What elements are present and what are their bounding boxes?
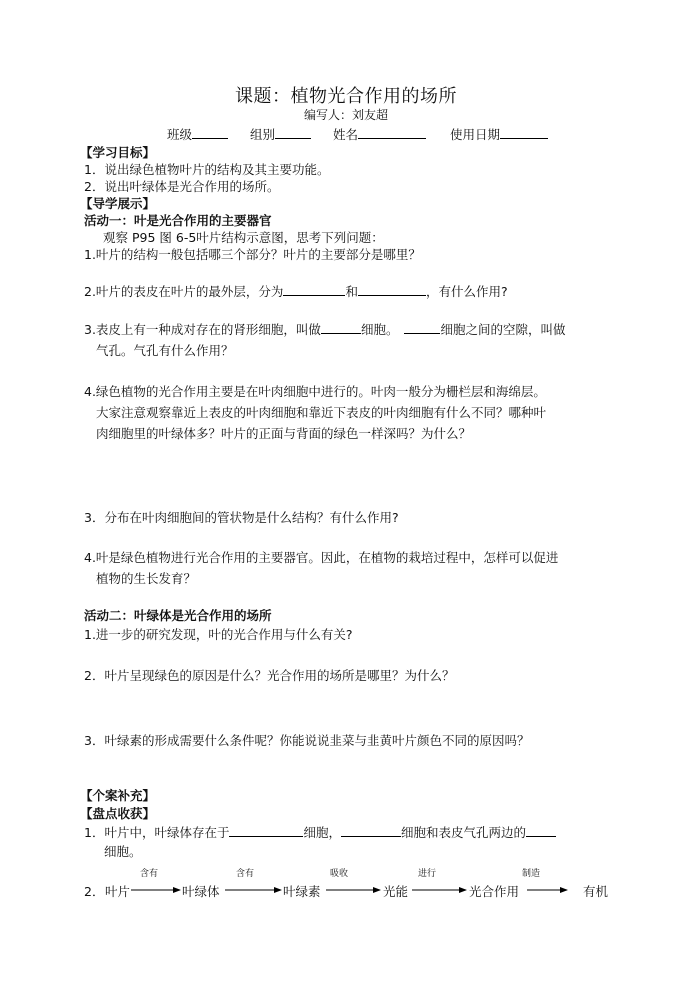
arrow-label: 吸收 [330, 869, 349, 879]
question: 2．叶片呈现绿色的原因是什么？光合作用的场所是哪里？为什么？ [84, 668, 455, 683]
activity1-intro: 观察 P95 图 6-5叶片结构示意图，思考下列问题： [103, 230, 384, 245]
guide-header: 【导学展示】 [80, 196, 156, 211]
question: 4.绿色植物的光合作用主要是在叶肉细胞中进行的。叶肉一般分为栅栏层和海绵层。 [84, 384, 546, 399]
supplement-header: 【个案补充】 [80, 788, 156, 803]
author-line: 编写人：刘友超 [304, 108, 389, 122]
question: 4.叶是绿色植物进行光合作用的主要器官。因此，在植物的栽培过程中，怎样可以促进 [84, 550, 559, 565]
class-label: 班级 [167, 127, 193, 142]
question: 2.叶片的表皮在叶片的最外层，分为 和 ，有什么作用? [84, 284, 508, 299]
chain-node: 光能 [383, 884, 409, 899]
group-label: 组别 [249, 127, 275, 142]
name-label: 姓名 [332, 127, 358, 142]
date-label: 使用日期 [449, 127, 500, 142]
question-continued: 植物的生长发育？ [96, 571, 197, 586]
goals-header: 【学习目标】 [80, 145, 156, 160]
summary-header: 【盘点收获】 [80, 806, 156, 821]
summary-item-continued: 细胞。 [104, 844, 142, 859]
arrow-label: 制造 [522, 869, 541, 879]
question: 3.表皮上有一种成对存在的肾形细胞，叫做 细胞。 细胞之间的空隙，叫做 [84, 322, 566, 337]
arrow-label: 进行 [418, 869, 437, 879]
activity2-title: 活动二：叶绿体是光合作用的场所 [84, 608, 272, 623]
chain-node: 叶片 [105, 884, 131, 899]
chain-node: 叶绿体 [182, 884, 220, 899]
arrow-label: 含有 [140, 869, 159, 879]
arrow-label: 含有 [236, 869, 255, 879]
summary-item: 1．叶片中，叶绿体存在于 细胞， 细胞和表皮气孔两边的 [84, 823, 556, 841]
question-continued: 气孔。气孔有什么作用？ [96, 343, 234, 358]
chain-node: 光合作用 [469, 884, 520, 899]
question: 1.进一步的研究发现，叶的光合作用与什么有关? [84, 627, 353, 642]
question: 3．分布在叶肉细胞间的管状物是什么结构？有什么作用? [84, 510, 399, 525]
goal-item: 2．说出叶绿体是光合作用的场所。 [84, 179, 280, 194]
chain-node: 有机 [583, 884, 609, 899]
question-continued: 肉细胞里的叶绿体多？叶片的正面与背面的绿色一样深吗？为什么？ [96, 426, 472, 441]
summary-item-number: 2． [84, 884, 105, 899]
chain-node: 叶绿素 [283, 884, 321, 899]
goal-item: 1．说出绿色植物叶片的结构及其主要功能。 [84, 162, 330, 177]
question-continued: 大家注意观察靠近上表皮的叶肉细胞和靠近下表皮的叶肉细胞有什么不同？哪种叶 [96, 405, 547, 420]
question: 1.叶片的结构一般包括哪三个部分？叶片的主要部分是哪里？ [84, 247, 421, 262]
activity1-title: 活动一：叶是光合作用的主要器官 [84, 213, 272, 228]
question: 3．叶绿素的形成需要什么条件呢？你能说说韭菜与韭黄叶片颜色不同的原因吗？ [84, 733, 530, 748]
page-title: 课题：植物光合作用的场所 [235, 86, 457, 107]
